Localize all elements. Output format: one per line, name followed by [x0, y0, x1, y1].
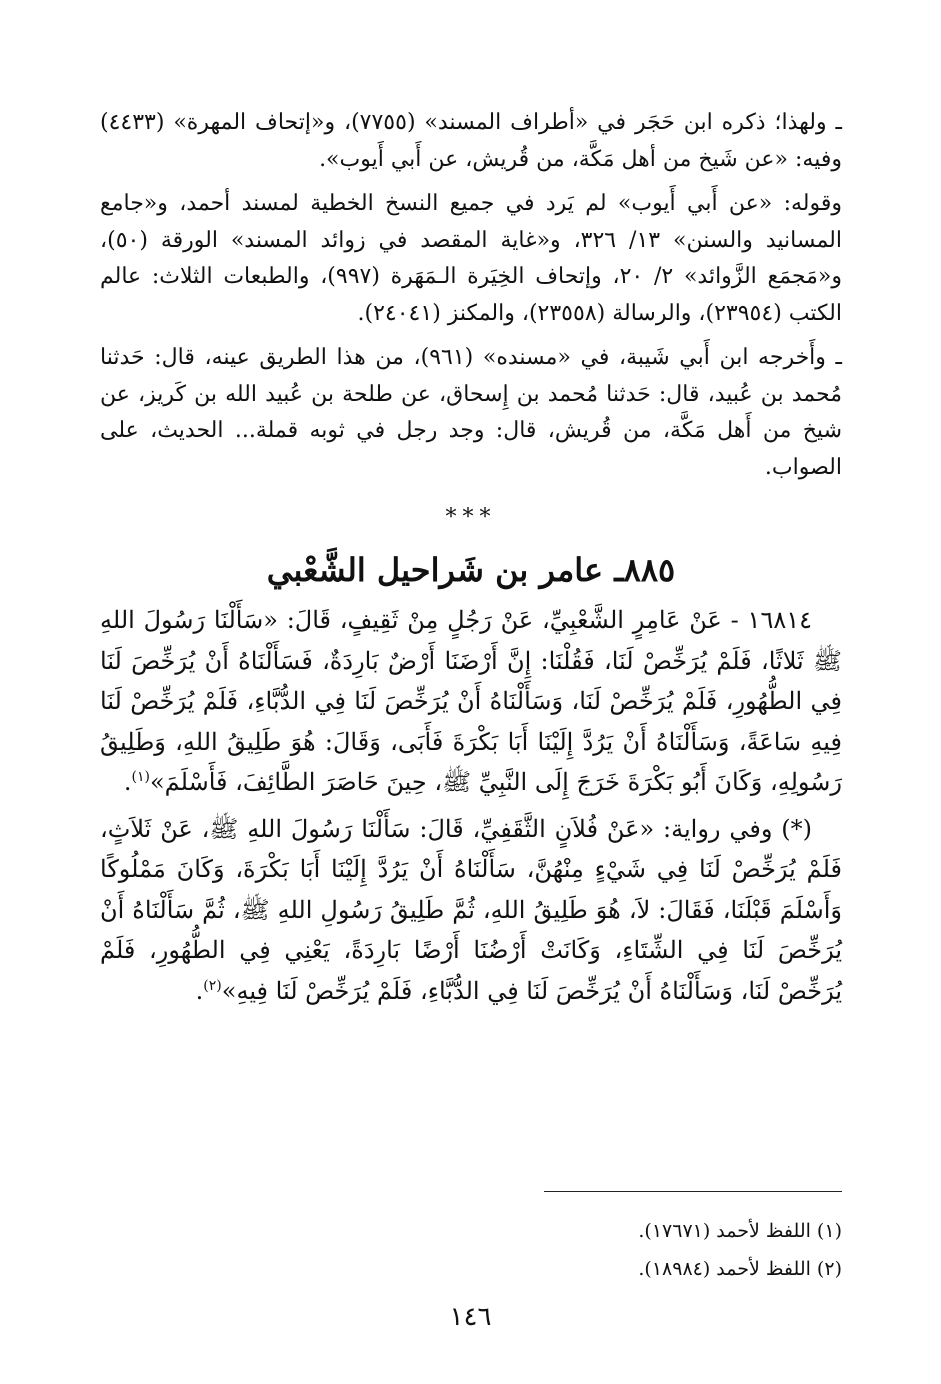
hadith-main-text: ١٦٨١٤ - عَنْ عَامِرٍ الشَّعْبِيِّ، عَنْ رَجُلٍ مِنْ ثَقِيفٍ، قَالَ: «سَأَلْنَا رَسُولَ اللهِ ﷺ ثَلاثًا، فَلَمْ يُرَخِّصْ لَنَا، فَقُلْنَا: إِنَّ أَرْضَنَا أَرْضٌ بَارِدَةٌ، فَسَأَلْنَاهُ أَنْ يُرَخِّصَ لَنَا فِي الطُّهُورِ، فَلَمْ يُرَخِّصْ لَنَا، وَسَأَلْنَاهُ أَنْ يُرَخِّصَ لَنَا فِي الدُّبَّاءِ، فَلَمْ يُرَخِّصْ لَنَا فِيهِ سَاعَةً، وَسَأَلْنَاهُ أَنْ يَرُدَّ إِلَيْنَا أَبَا بَكْرَةَ فَأَبَى، وَقَالَ: هُوَ طَلِيقُ اللهِ، وَطَلِيقُ رَسُولِهِ، وَكَانَ أَبُو بَكْرَةَ خَرَجَ إِلَى النَّبِيِّ ﷺ، حِينَ حَاصَرَ الطَّائِفَ، فَأَسْلَمَ»: [100, 606, 843, 796]
hadith-variant-text: (*) وفي رواية: «عَنْ فُلاَنٍ الثَّقَفِيِّ، قَالَ: سَأَلْنَا رَسُولَ اللهِ ﷺ، عَنْ ثَلاَثٍ، فَلَمْ يُرَخِّصْ لَنَا فِي شَيْءٍ مِنْهُنَّ، سَأَلْنَاهُ أَنْ يَرُدَّ إِلَيْنَا أَبَا بَكْرَةَ، وَكَانَ مَمْلُوكًا وَأَسْلَمَ قَبْلَنَا، فَقَالَ: لاَ، هُوَ طَلِيقُ اللهِ، ثُمَّ طَلِيقُ رَسُولِ اللهِ ﷺ، ثُمَّ سَأَلْنَاهُ أَنْ يُرَخِّصَ لَنَا فِي الشِّتَاءِ، وَكَانَتْ أَرْضُنَا أَرْضًا بَارِدَةً، يَعْنِي فِي الطُّهُورِ، فَلَمْ يُرَخِّصْ لَنَا، وَسَأَلْنَاهُ أَنْ يُرَخِّصَ لَنَا فِي الدُّبَّاءِ، فَلَمْ يُرَخِّصْ لَنَا فِيهِ»$^{(٢)}$.: [100, 814, 843, 1005]
page-number: ١٤٦: [449, 1302, 492, 1332]
page-body: [100, 105, 842, 1011]
intro-paragraph: ـ وأَخرجه ابن أَبي شَيبة، في «مسنده» (٩٦١)، من هذا الطريق عينه، قال: حَدثنا مُحمد بن عُبيد، قال: حَدثنا مُحمد بن إِسحاق، عن طلحة بن عُبيد الله بن كَريز، عن شيخ من أَهل مَكَّة، من قُريش، قال: وجد رجل في ثوبه قملة... الحديث، على الصواب.: [100, 345, 843, 480]
chapter-title: ٨٨٥ـ عامر بن شَراحيل الشَّعْبي: [266, 551, 676, 589]
footnote-ref: (٢): [203, 977, 222, 994]
intro-paragraph: وقوله: «عن أَبي أَيوب» لم يَرد في جميع النسخ الخطية لمسند أحمد، و«جامع المسانيد والسنن» ١٣/ ٣٢٦، و«غاية المقصد في زوائد المسند» الورقة (٥٠)، و«مَجمَع الزَّوائد» ٢/ ٢٠، وإتحاف الخِيَرة الـمَهَرة (٩٩٧)، والطبعات الثلاث: عالم الكتب (٢٣٩٥٤)، والرسالة (٢٣٥٥٨)، والمكنز (٢٤٠٤١).: [100, 191, 842, 326]
footnote-item: (١) اللفظ لأحمد (١٧٦٧١).: [638, 1220, 842, 1242]
hadith-variant-body: (*) وفي رواية: «عَنْ فُلاَنٍ الثَّقَفِيِّ، قَالَ: سَأَلْنَا رَسُولَ اللهِ ﷺ، عَنْ ثَلاَثٍ، فَلَمْ يُرَخِّصْ لَنَا فِي شَيْءٍ مِنْهُنَّ، سَأَلْنَاهُ أَنْ يَرُدَّ إِلَيْنَا أَبَا بَكْرَةَ، وَكَانَ مَمْلُوكًا وَأَسْلَمَ قَبْلَنَا، فَقَالَ: لاَ، هُوَ طَلِيقُ اللهِ، ثُمَّ طَلِيقُ رَسُولِ اللهِ ﷺ، ثُمَّ سَأَلْنَاهُ أَنْ يُرَخِّصَ لَنَا فِي الشِّتَاءِ، وَكَانَتْ أَرْضُنَا أَرْضًا بَارِدَةً، يَعْنِي فِي الطُّهُورِ، فَلَمْ يُرَخِّصْ لَنَا، وَسَأَلْنَاهُ أَنْ يُرَخِّصَ لَنَا فِي الدُّبَّاءِ، فَلَمْ يُرَخِّصْ لَنَا فِيهِ»: [100, 814, 843, 1005]
section-separator: ***: [445, 505, 497, 530]
intro-paragraph: ـ ولهذا؛ ذكره ابن حَجَر في «أطراف المسند» (٧٧٥٥)، و«إتحاف المهرة» (٤٤٣٣) وفيه: «عن شَيخ من أهل مَكَّة، من قُريش، عن أَبي أَيوب».: [100, 110, 842, 172]
footnote-item: (٢) اللفظ لأحمد (١٨٩٨٤).: [638, 1258, 842, 1280]
hadith-text: ١٦٨١٤ - عَنْ عَامِرٍ الشَّعْبِيِّ، عَنْ رَجُلٍ مِنْ ثَقِيفٍ، قَالَ: «سَأَلْنَا رَسُولَ اللهِ ﷺ ثَلاثًا، فَلَمْ يُرَخِّصْ لَنَا، فَقُلْنَا: إِنَّ أَرْضَنَا أَرْضٌ بَارِدَةٌ، فَسَأَلْنَاهُ أَنْ يُرَخِّصَ لَنَا فِي الطُّهُورِ، فَلَمْ يُرَخِّصْ لَنَا، وَسَأَلْنَاهُ أَنْ يُرَخِّصَ لَنَا فِي الدُّبَّاءِ، فَلَمْ يُرَخِّصْ لَنَا فِيهِ سَاعَةً، وَسَأَلْنَاهُ أَنْ يَرُدَّ إِلَيْنَا أَبَا بَكْرَةَ فَأَبَى، وَقَالَ: هُوَ طَلِيقُ اللهِ، وَطَلِيقُ رَسُولِهِ، وَكَانَ أَبُو بَكْرَةَ خَرَجَ إِلَى النَّبِيِّ ﷺ، حِينَ حَاصَرَ الطَّائِفَ، فَأَسْلَمَ»$^{(١)}$.: [100, 606, 843, 796]
footnote-divider: [544, 1191, 842, 1192]
footnote-ref: (١): [131, 769, 150, 785]
footnotes: [100, 1212, 842, 1288]
